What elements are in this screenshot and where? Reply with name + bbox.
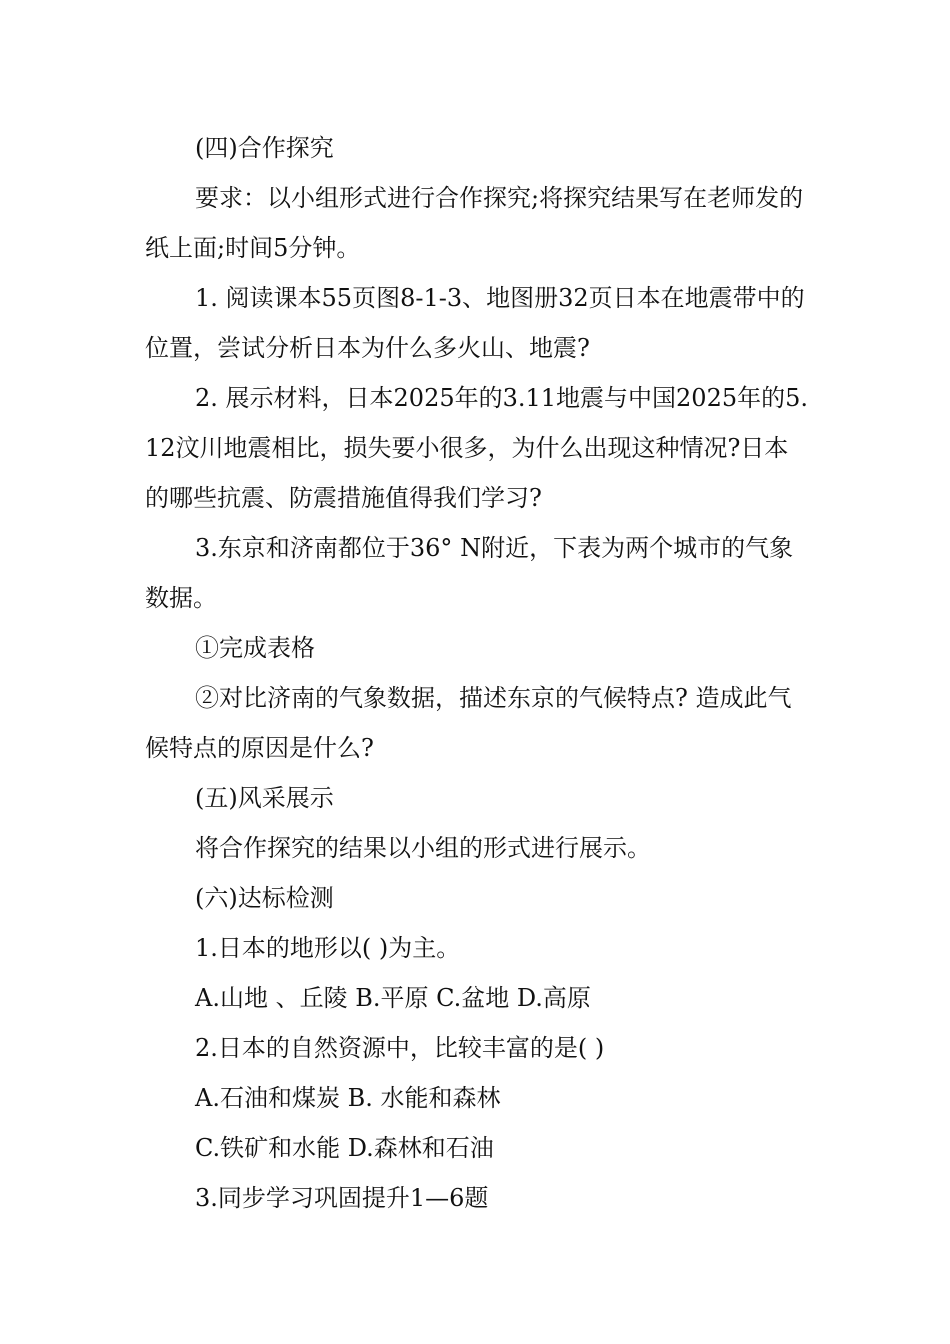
inquiry-question-3-sub-2: ②对比济南的气象数据，描述东京的气候特点? 造成此气候特点的原因是什么? (145, 684, 792, 762)
inquiry-question-3-sub-1: ①完成表格 (195, 634, 315, 662)
requirement-paragraph: 要求：以小组形式进行合作探究;将探究结果写在老师发的纸上面;时间5分钟。 (145, 184, 804, 262)
section-heading-assessment: (六)达标检测 (195, 884, 334, 912)
assessment-question-1-options: A.山地 、丘陵 B.平原 C.盆地 D.高原 (195, 984, 591, 1012)
showcase-text: 将合作探究的结果以小组的形式进行展示。 (195, 834, 651, 862)
assessment-question-3: 3.同步学习巩固提升1—6题 (195, 1184, 489, 1212)
assessment-question-2-options-ab: A.石油和煤炭 B. 水能和森林 (195, 1084, 501, 1112)
assessment-question-2: 2.日本的自然资源中，比较丰富的是( ) (195, 1034, 605, 1062)
inquiry-question-1: 1. 阅读课本55页图8-1-3、地图册32页日本在地震带中的位置，尝试分析日本为什么多火山、地震? (145, 284, 805, 362)
inquiry-question-3: 3.东京和济南都位于36° N附近，下表为两个城市的气象数据。 (145, 534, 794, 612)
inquiry-question-2: 2. 展示材料，日本2025年的3.11地震与中国2025年的5.12汶川地震相比，损失要小很多，为什么出现这种情况?日本的哪些抗震、防震措施值得我们学习? (145, 384, 809, 512)
assessment-question-2-options-cd: C.铁矿和水能 D.森林和石油 (195, 1134, 494, 1162)
section-heading-cooperative-inquiry: (四)合作探究 (195, 134, 334, 162)
section-heading-showcase: (五)风采展示 (195, 784, 334, 812)
assessment-question-1: 1.日本的地形以( )为主。 (195, 934, 461, 962)
